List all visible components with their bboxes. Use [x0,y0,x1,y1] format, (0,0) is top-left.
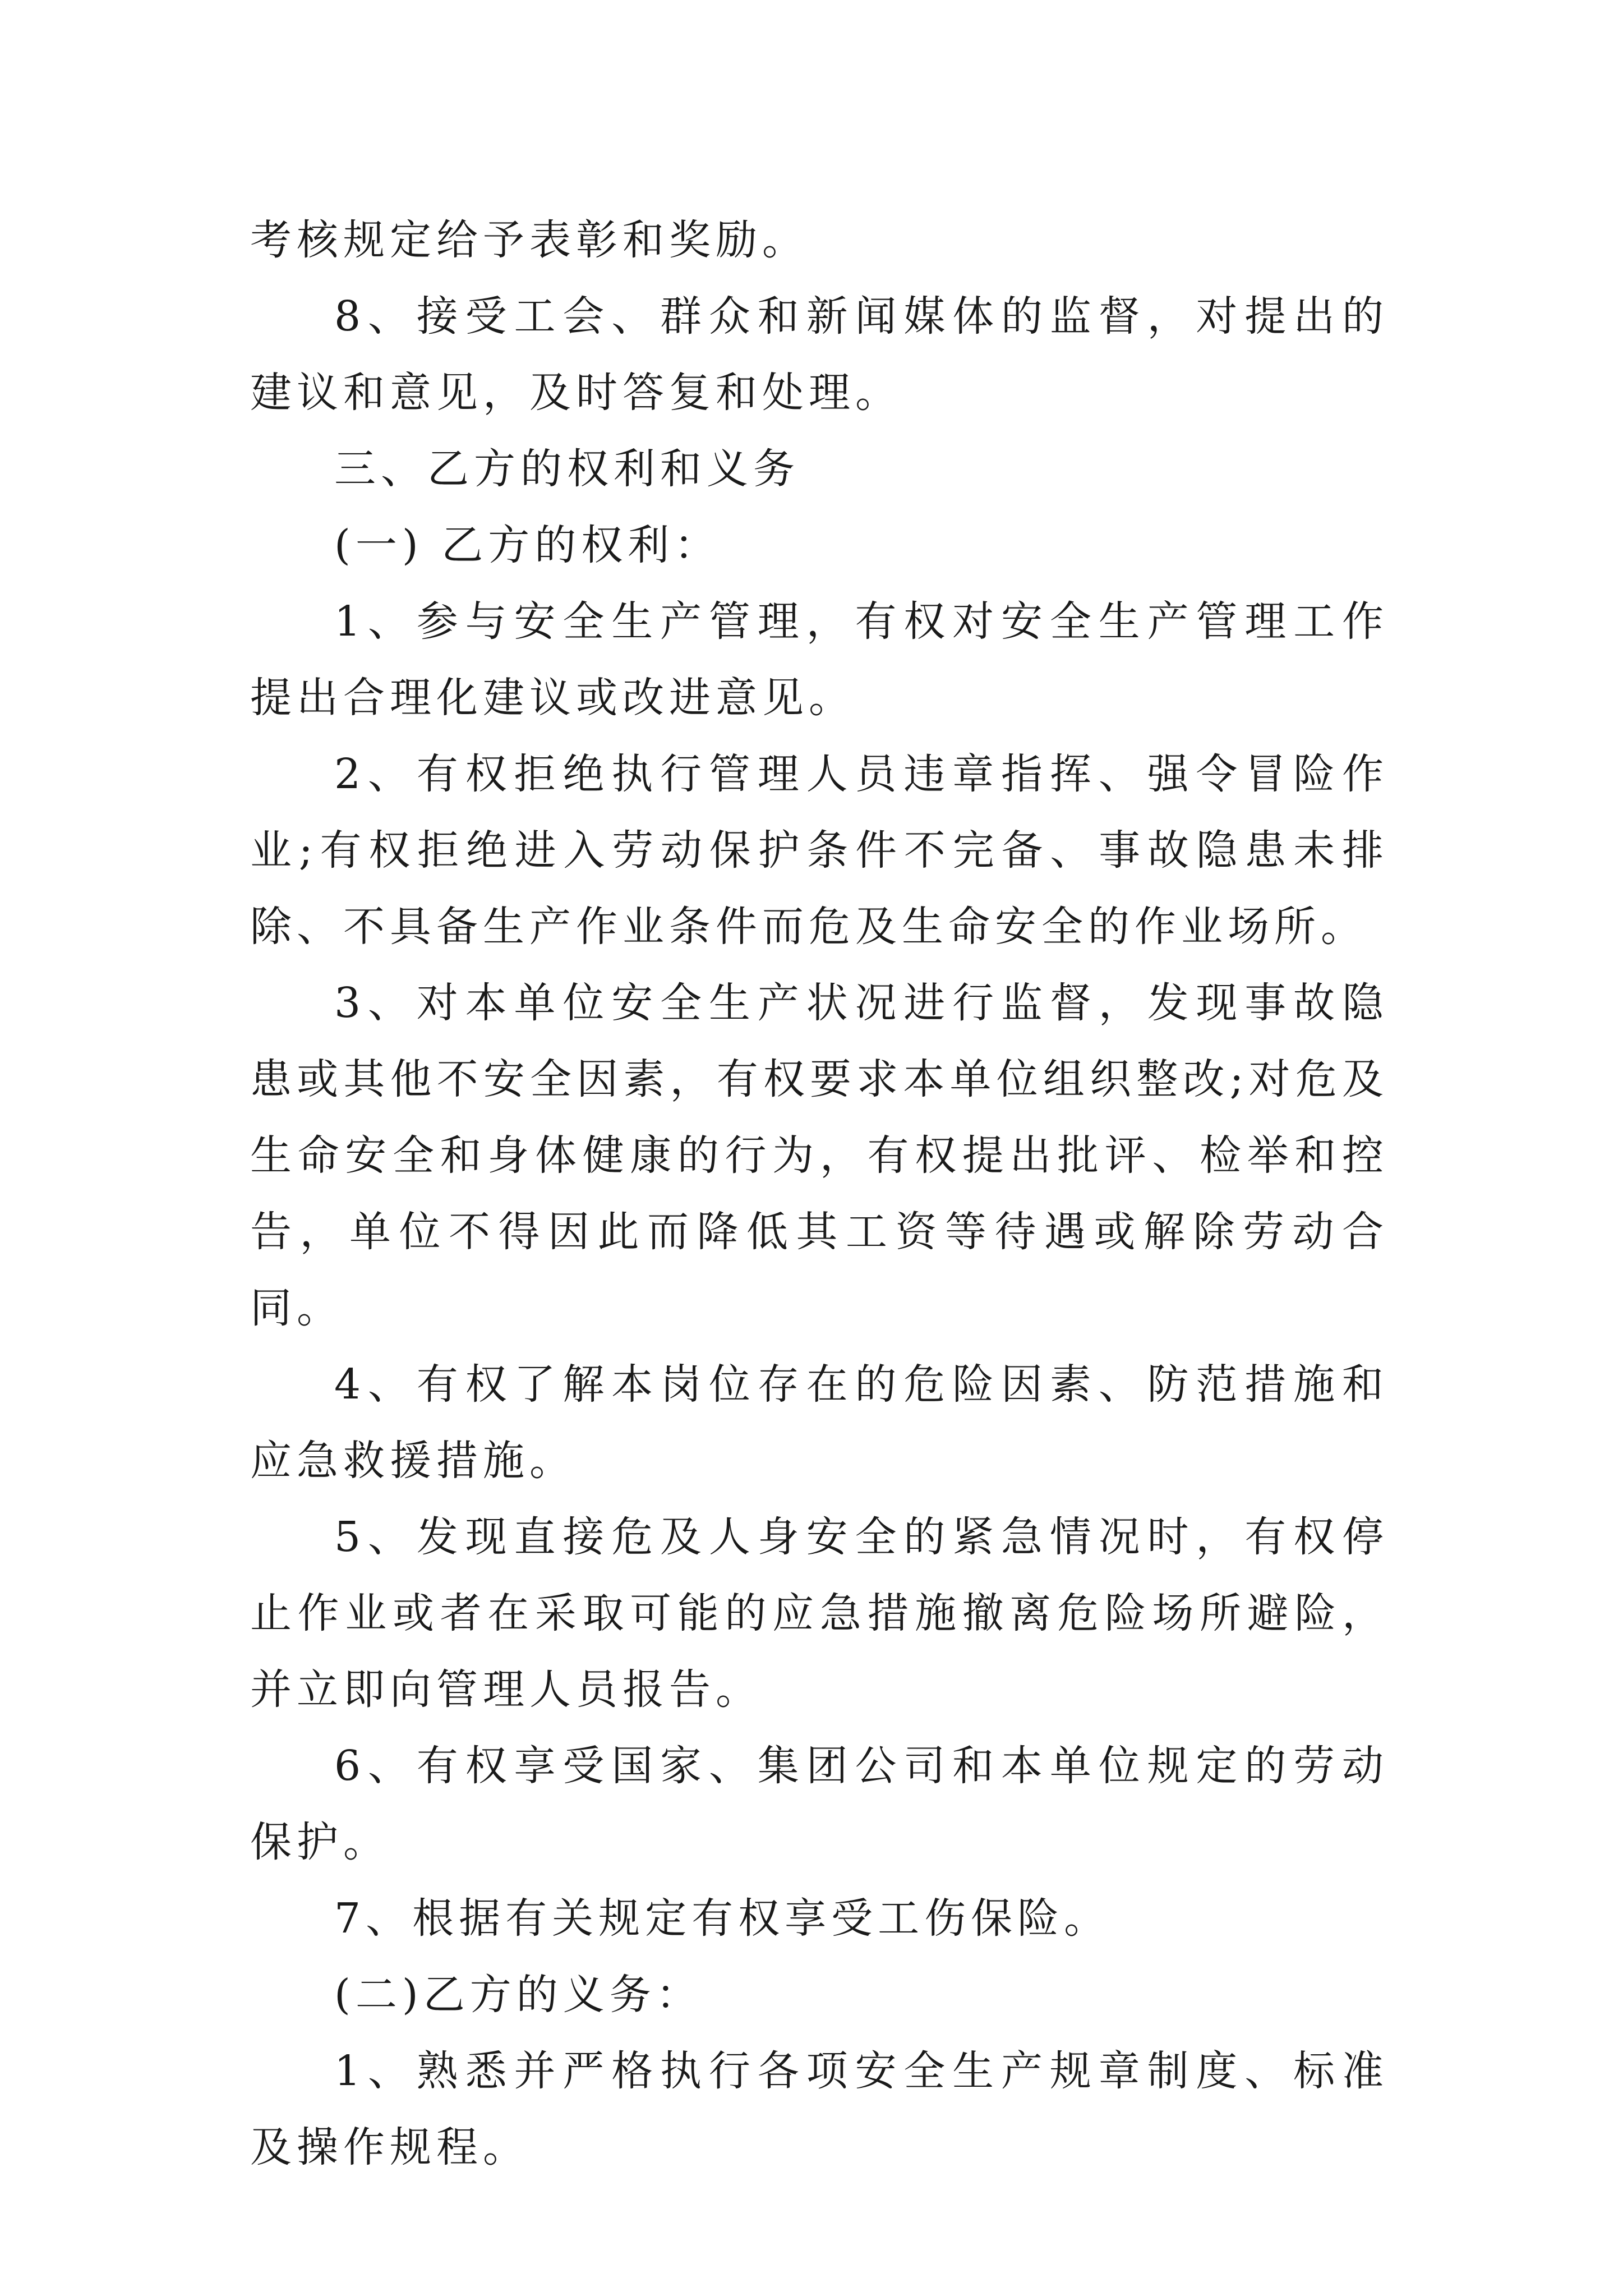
subsection-heading-party-b-rights: (一) 乙方的权利： [334,521,721,569]
paragraph-duty-1: 1、熟悉并严格执行各项安全生产规章制度、标准及操作规程。 [250,2047,1389,2171]
section-heading-party-b: 三、乙方的权利和义务 [334,445,800,493]
document-body [250,202,1389,2185]
paragraph-right-7: 7、根据有关规定有权享受工伤保险。 [334,1894,1111,1943]
paragraph-right-3: 3、对本单位安全生产状况进行监督，发现事故隐患或其他不安全因素，有权要求本单位组织整改;对危及生命安全和身体健康的行为，有权提出批评、检举和控告，单位不得因此而降低其工资等待遇或解除劳动合同。 [250,979,1389,1332]
paragraph-right-6: 6、有权享受国家、集团公司和本单位规定的劳动保护。 [250,1742,1389,1866]
paragraph-party-a-duty-8: 8、接受工会、群众和新闻媒体的监督，对提出的建议和意见，及时答复和处理。 [250,292,1389,417]
subsection-heading-party-b-duties: (二)乙方的义务： [334,1971,703,2019]
paragraph-right-2: 2、有权拒绝执行管理人员违章指挥、强令冒险作业;有权拒绝进入劳动保护条件不完备、事故隐患未排除、不具备生产作业条件而危及生命安全的作业场所。 [250,750,1389,951]
paragraph-commendation-end: 考核规定给予表彰和奖励。 [250,216,809,264]
paragraph-right-5: 5、发现直接危及人身安全的紧急情况时，有权停止作业或者在采取可能的应急措施撤离危险场所避险，并立即向管理人员报告。 [250,1513,1389,1714]
paragraph-right-1: 1、参与安全生产管理，有权对安全生产管理工作提出合理化建议或改进意见。 [250,597,1389,722]
paragraph-right-4: 4、有权了解本岗位存在的危险因素、防范措施和应急救援措施。 [250,1360,1389,1485]
